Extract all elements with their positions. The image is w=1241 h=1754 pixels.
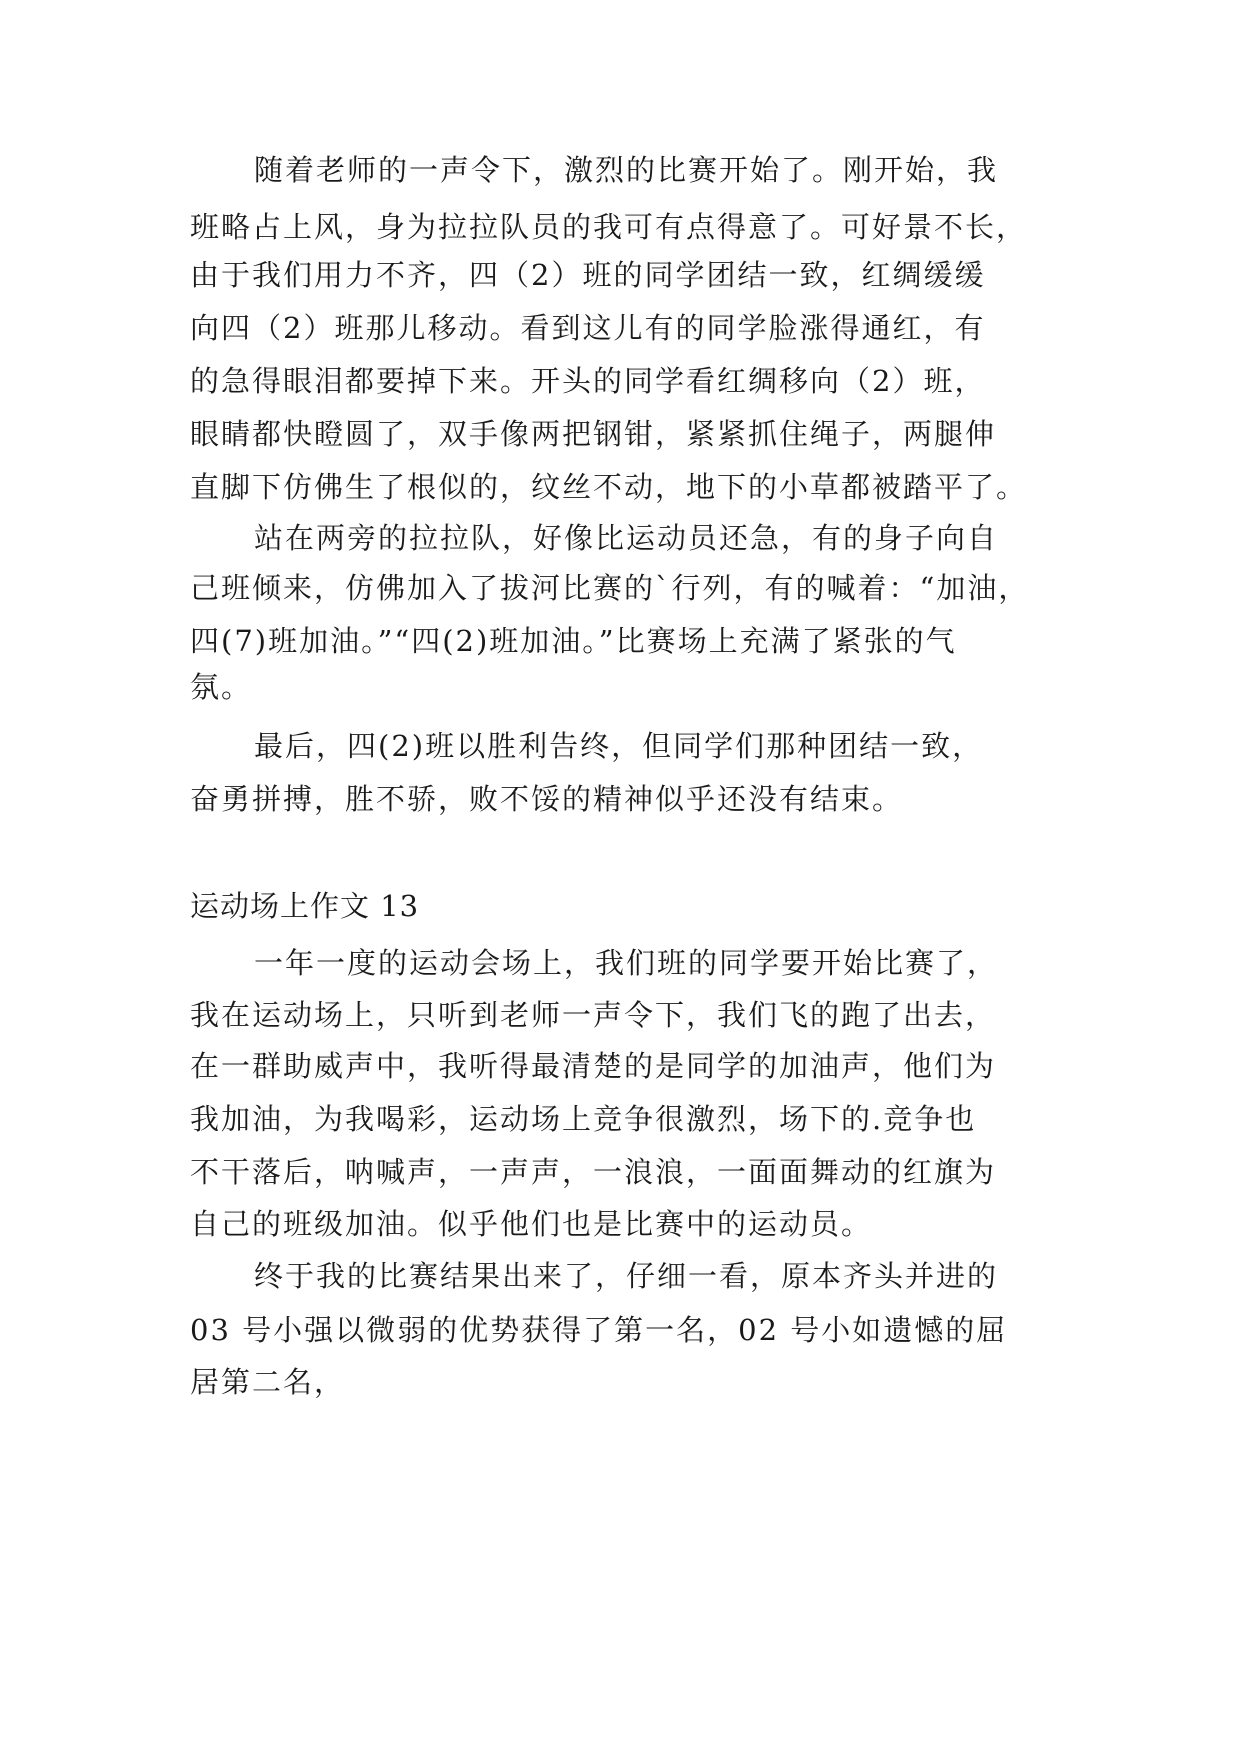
section-heading: 运动场上作文 13 — [190, 889, 420, 923]
paragraph-line: 的急得眼泪都要掉下来。开头的同学看红绸移向（2）班， — [190, 364, 986, 398]
paragraph-line: 随着老师的一声令下，激烈的比赛开始了。刚开始，我 — [254, 153, 999, 187]
paragraph-line: 居第二名， — [190, 1365, 346, 1399]
paragraph-line: 我在运动场上，只听到老师一声令下，我们飞的跑了出去， — [190, 998, 997, 1032]
paragraph-line: 己班倾来，仿佛加入了拔河比赛的`行列，有的喊着：“加油， — [190, 571, 1030, 605]
paragraph-line: 我加油，为我喝彩，运动场上竞争很激烈，场下的.竞争也 — [190, 1102, 977, 1136]
paragraph-line: 不干落后，呐喊声，一声声，一浪浪，一面面舞动的红旗为 — [190, 1155, 997, 1189]
paragraph-line: 向四（2）班那儿移动。看到这儿有的同学脸涨得通红，有 — [190, 311, 986, 345]
paragraph-line: 终于我的比赛结果出来了，仔细一看，原本齐头并进的 — [254, 1259, 999, 1293]
paragraph-line: 一年一度的运动会场上，我们班的同学要开始比赛了， — [254, 946, 999, 980]
paragraph-line: 自己的班级加油。似乎他们也是比赛中的运动员。 — [190, 1207, 873, 1241]
paragraph-line: 氛。 — [190, 670, 253, 704]
paragraph-line: 眼睛都快瞪圆了，双手像两把钢钳，紧紧抓住绳子，两腿伸 — [190, 417, 997, 451]
paragraph-line: 由于我们用力不齐，四（2）班的同学团结一致，红绸缓缓 — [190, 258, 986, 292]
paragraph-line: 03 号小强以微弱的优势获得了第一名，02 号小如遗憾的屈 — [190, 1313, 1008, 1347]
paragraph-line: 在一群助威声中，我听得最清楚的是同学的加油声，他们为 — [190, 1049, 997, 1083]
paragraph-line: 奋勇拼搏，胜不骄，败不馁的精神似乎还没有结束。 — [190, 782, 904, 816]
paragraph-line: 站在两旁的拉拉队，好像比运动员还急，有的身子向自 — [254, 521, 999, 555]
paragraph-line: 最后，四(2)班以胜利告终，但同学们那种团结一致， — [254, 729, 984, 763]
paragraph-line: 直脚下仿佛生了根似的，纹丝不动，地下的小草都被踏平了。 — [190, 470, 1028, 504]
paragraph-line: 班略占上风，身为拉拉队员的我可有点得意了。可好景不长， — [190, 210, 1028, 244]
paragraph-line: 四(7)班加油。”“四(2)班加油。”比赛场上充满了紧张的气 — [190, 624, 957, 658]
